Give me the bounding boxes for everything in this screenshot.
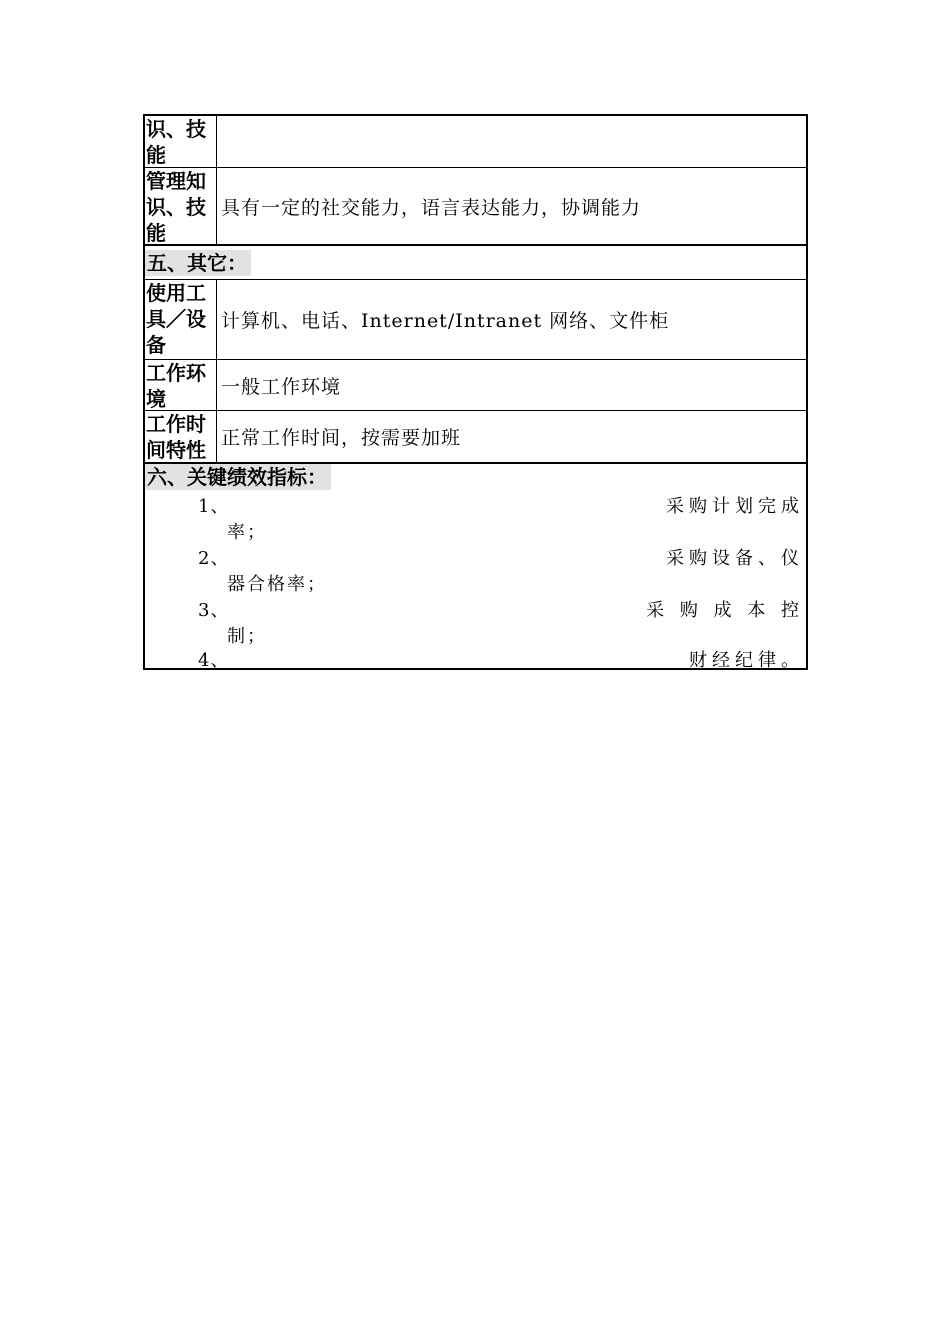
row-label: 工作环境 — [145, 360, 217, 410]
kpi-text: 采购计划完成 — [666, 496, 804, 517]
section-header-other — [145, 246, 806, 280]
row-label: 使用工具／设备 — [145, 280, 217, 359]
kpi-number: 1、 — [198, 496, 230, 517]
row-value — [217, 116, 806, 167]
kpi-text: 采 购 成 本 控 — [646, 600, 804, 621]
table-row — [145, 116, 806, 168]
kpi-list — [145, 490, 806, 671]
row-value: 计算机、电话、Internet/Intranet 网络、文件柜 — [221, 310, 670, 332]
kpi-text-continued: 率； — [227, 522, 267, 543]
row-label: 工作时间特性 — [145, 411, 217, 462]
job-description-table — [143, 114, 808, 670]
row-value: 一般工作环境 — [221, 375, 342, 398]
kpi-number: 2、 — [198, 548, 230, 569]
kpi-text: 财经纪律。 — [689, 650, 804, 671]
section-title: 六、关键绩效指标： — [145, 464, 331, 490]
kpi-text-continued: 制； — [227, 626, 267, 647]
kpi-number: 4、 — [198, 650, 230, 671]
section-title: 五、其它： — [145, 250, 251, 276]
row-label: 识、技能 — [145, 116, 217, 167]
kpi-number: 3、 — [198, 600, 230, 621]
table-row — [145, 360, 806, 411]
row-label: 管理知识、技能 — [145, 168, 217, 244]
table-row — [145, 168, 806, 246]
table-row — [145, 280, 806, 360]
section-header-kpi — [145, 464, 806, 490]
kpi-text-continued: 器合格率； — [227, 574, 327, 595]
kpi-text: 采购设备、仪 — [666, 548, 804, 569]
row-value: 具有一定的社交能力，语言表达能力，协调能力 — [221, 196, 642, 219]
row-value: 正常工作时间，按需要加班 — [221, 427, 462, 449]
table-row — [145, 411, 806, 464]
